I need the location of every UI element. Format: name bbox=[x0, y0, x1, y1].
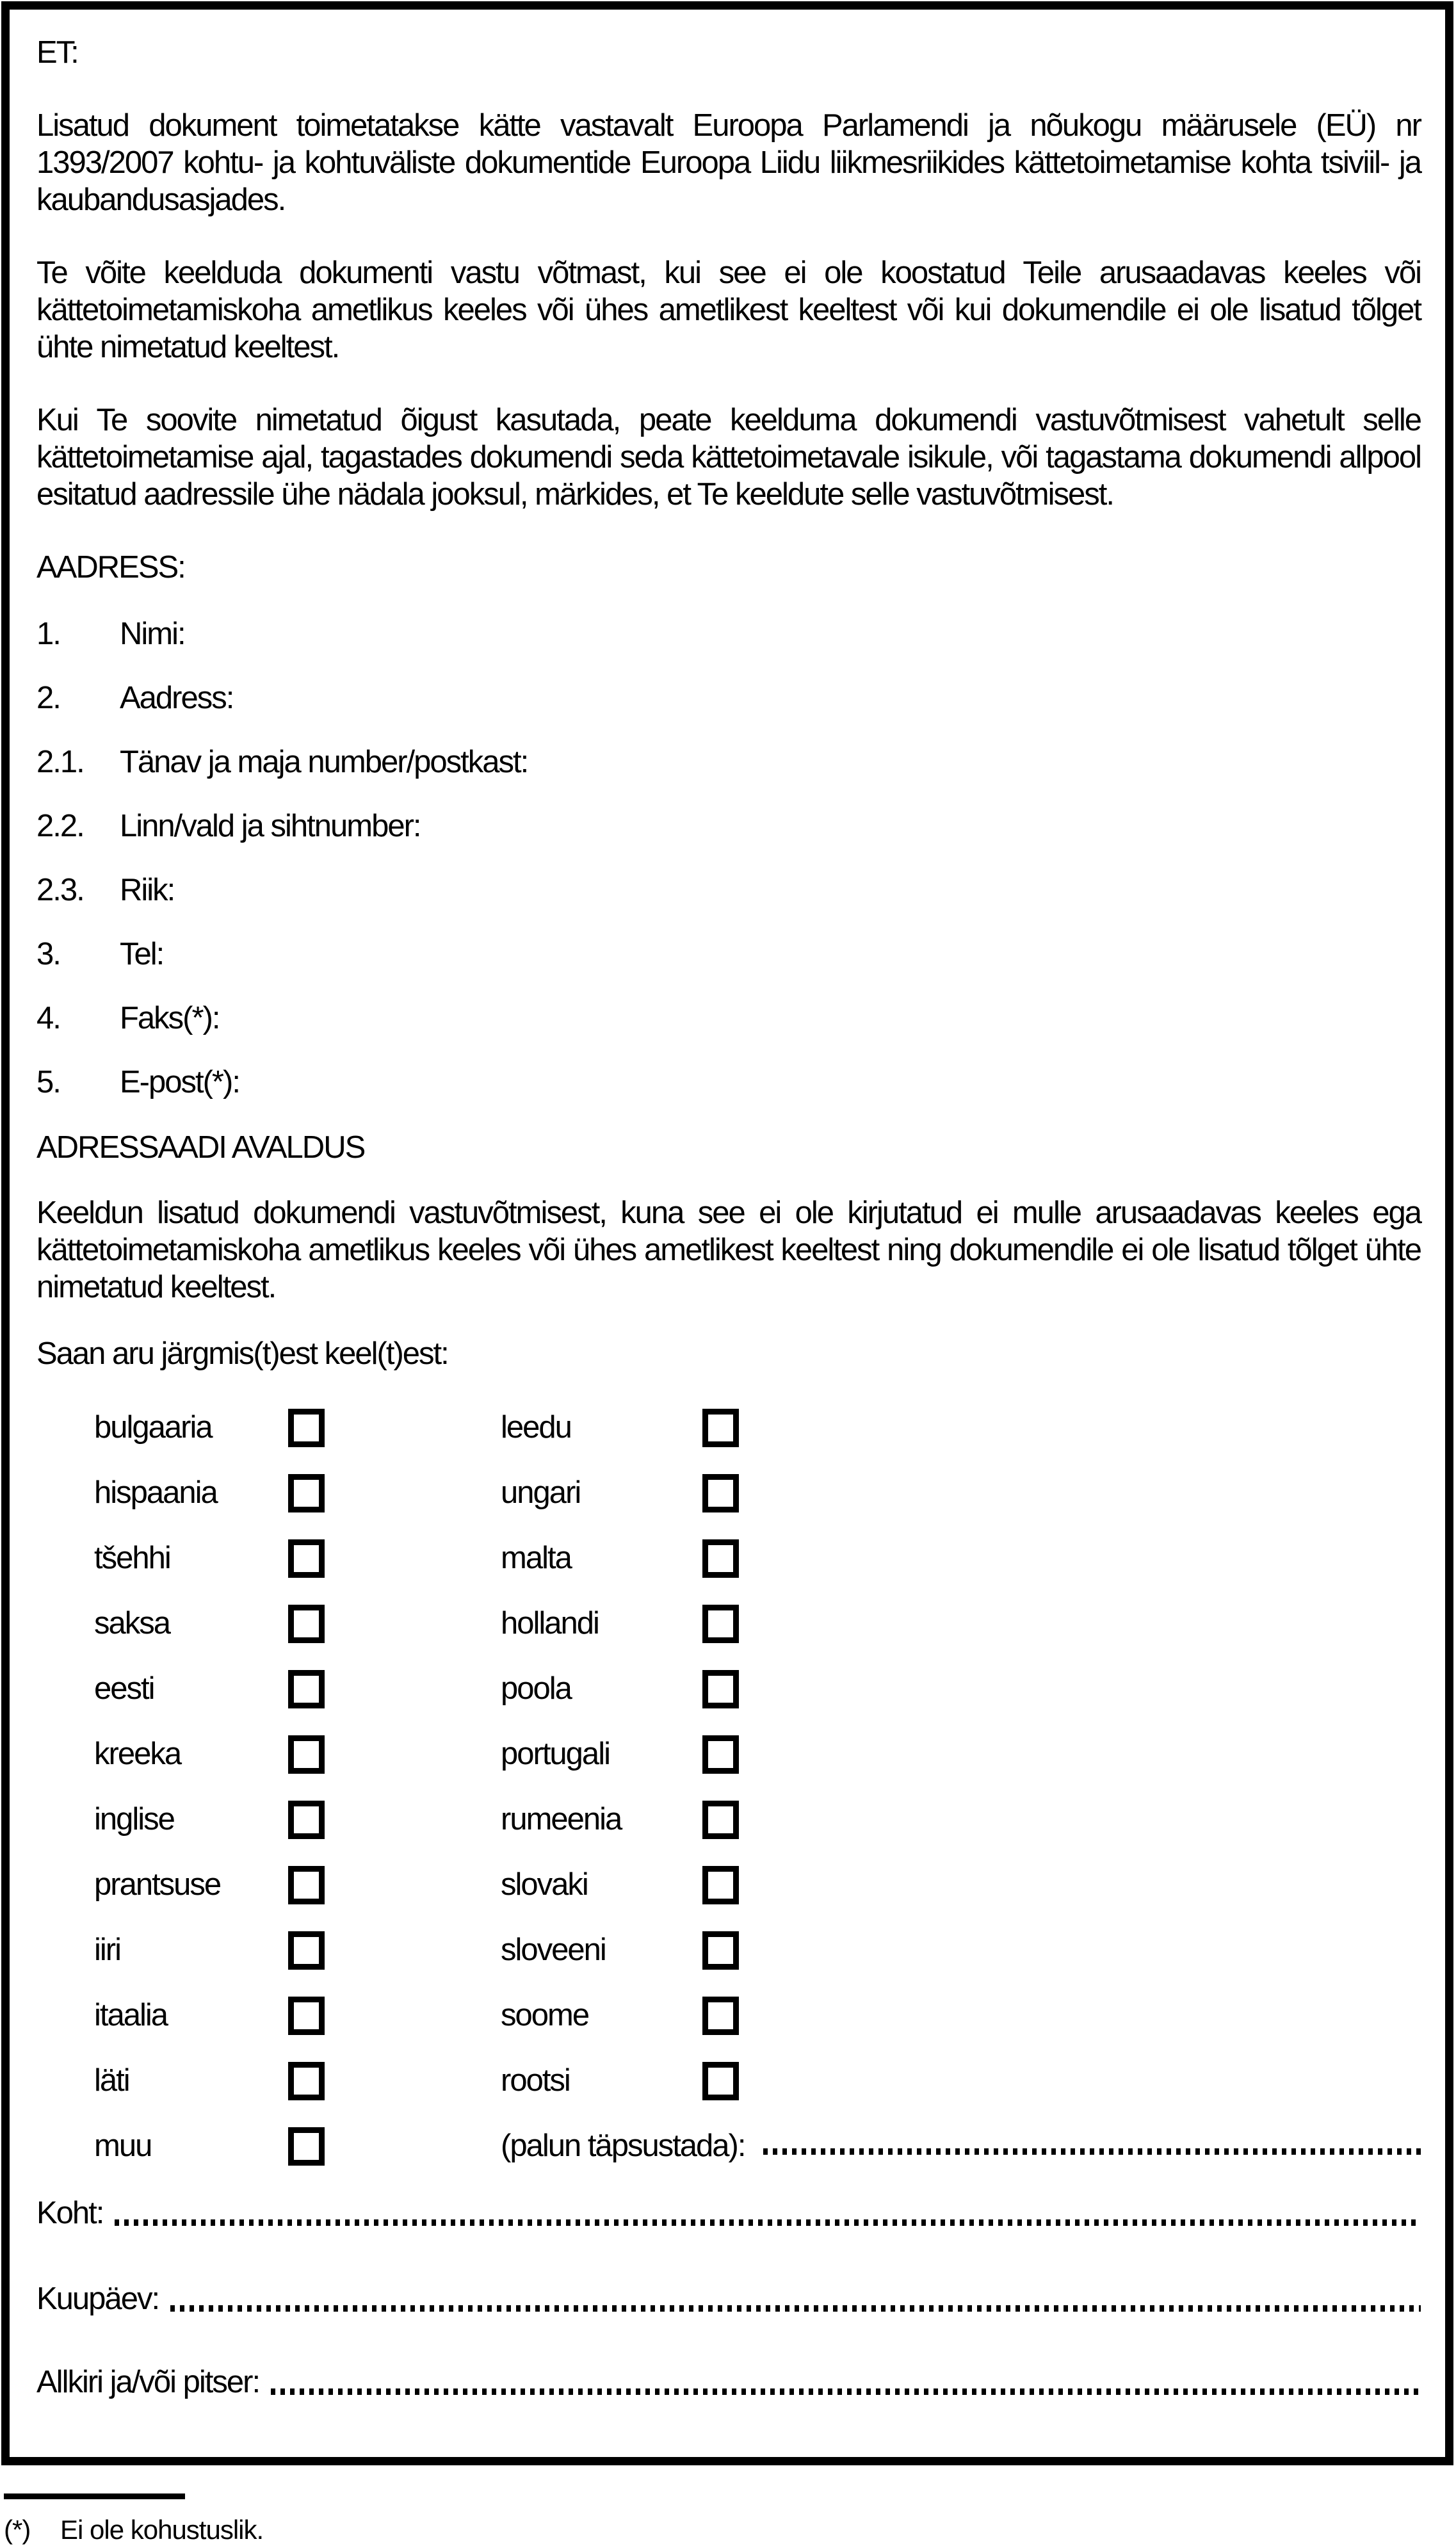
place-label: Koht: bbox=[36, 2196, 104, 2230]
checkbox-slovaki[interactable] bbox=[702, 1866, 739, 1904]
language-label-other: muu bbox=[94, 2128, 152, 2163]
checkbox-lati[interactable] bbox=[288, 2062, 325, 2100]
item-number: 2.2. bbox=[36, 809, 84, 843]
signature-field-row bbox=[36, 2364, 1421, 2401]
checkbox-inglise[interactable] bbox=[288, 1801, 325, 1839]
page-border-box bbox=[1, 1, 1453, 2465]
address-item-fax bbox=[36, 1000, 1421, 1037]
language-label-spanish: hispaania bbox=[94, 1475, 217, 1510]
language-row bbox=[94, 1604, 1421, 1642]
item-label: Tänav ja maja number/postkast: bbox=[120, 745, 528, 779]
language-row bbox=[94, 1931, 1421, 1969]
language-label-slovenian: sloveeni bbox=[501, 1933, 606, 1967]
checkbox-hispaania[interactable] bbox=[288, 1474, 325, 1512]
checkbox-malta[interactable] bbox=[702, 1539, 739, 1578]
checkbox-kreeka[interactable] bbox=[288, 1735, 325, 1774]
footnote-marker: (*) bbox=[4, 2515, 31, 2545]
language-label-polish: poola bbox=[501, 1671, 571, 1706]
checkbox-tsehhi[interactable] bbox=[288, 1539, 325, 1578]
address-item-email bbox=[36, 1064, 1421, 1101]
language-label-swedish: rootsi bbox=[501, 2063, 570, 2098]
language-row bbox=[94, 1408, 1421, 1447]
item-number: 2.3. bbox=[36, 873, 84, 907]
place-field-row bbox=[36, 2194, 1421, 2232]
item-label: Aadress: bbox=[120, 681, 234, 715]
intro-paragraph-2: Te võite keelduda dokumenti vastu võtmast, kui see ei ole koostatud Teile arusaadavas keeles või kättetoimetamiskoha ametlikus keeles või ühes ametlikest keeltest või kui dokumendile ei ole lisatud tõlget ühte nimetatud keeltest. bbox=[36, 255, 1421, 364]
language-label-romanian: rumeenia bbox=[501, 1802, 622, 1837]
address-heading: AADRESS: bbox=[36, 550, 185, 585]
language-row bbox=[94, 1800, 1421, 1838]
checkbox-rumeenia[interactable] bbox=[702, 1801, 739, 1839]
language-label-estonian: eesti bbox=[94, 1671, 154, 1706]
language-row-other bbox=[94, 2127, 1421, 2165]
checkbox-poola[interactable] bbox=[702, 1670, 739, 1708]
checkbox-iiri[interactable] bbox=[288, 1931, 325, 1970]
intro-paragraph-3: Kui Te soovite nimetatud õigust kasutada, peate keelduma dokumendi vastuvõtmisest vahetult selle kättetoimetamise ajal, tagastades dokumendi seda kättetoimetavale isikule, või tagastama dokumendi allpool esitatud aadressile ühe nädala jooksul, märkides, et Te keeldute selle vastuvõtmisest. bbox=[36, 403, 1421, 512]
item-label: Tel: bbox=[120, 937, 164, 971]
language-label-dutch: hollandi bbox=[501, 1606, 599, 1641]
signature-input-line[interactable] bbox=[271, 2388, 1421, 2395]
language-code-tag: ET: bbox=[36, 35, 78, 70]
item-number: 5. bbox=[36, 1065, 60, 1099]
address-item-tel bbox=[36, 936, 1421, 973]
language-checkbox-grid bbox=[94, 1408, 1421, 2165]
item-label: E-post(*): bbox=[120, 1065, 239, 1099]
footnote-separator-rule bbox=[4, 2493, 185, 2499]
other-language-specify-label: (palun täpsustada): bbox=[501, 2128, 745, 2163]
address-item-street bbox=[36, 743, 1421, 781]
language-row bbox=[94, 1473, 1421, 1512]
language-row bbox=[94, 1865, 1421, 1904]
address-item-name bbox=[36, 615, 1421, 653]
checkbox-sloveeni[interactable] bbox=[702, 1931, 739, 1970]
item-number: 1. bbox=[36, 617, 60, 651]
address-item-address bbox=[36, 679, 1421, 717]
footnote-text: Ei ole kohustuslik. bbox=[60, 2515, 264, 2545]
language-label-finnish: soome bbox=[501, 1998, 589, 2032]
checkbox-eesti[interactable] bbox=[288, 1670, 325, 1708]
language-label-maltese: malta bbox=[501, 1541, 571, 1575]
language-row bbox=[94, 1996, 1421, 2034]
language-label-bulgarian: bulgaaria bbox=[94, 1410, 212, 1445]
language-label-german: saksa bbox=[94, 1606, 170, 1641]
item-number: 2.1. bbox=[36, 745, 84, 779]
item-label: Riik: bbox=[120, 873, 175, 907]
item-label: Faks(*): bbox=[120, 1001, 220, 1035]
date-input-line[interactable] bbox=[170, 2305, 1421, 2312]
footnote bbox=[4, 2515, 1456, 2545]
language-label-czech: tšehhi bbox=[94, 1541, 170, 1575]
checkbox-itaalia[interactable] bbox=[288, 1997, 325, 2035]
item-number: 4. bbox=[36, 1001, 60, 1035]
other-language-input-line[interactable] bbox=[763, 2148, 1421, 2155]
scanned-document-page bbox=[0, 1, 1456, 2546]
languages-intro: Saan aru järgmis(t)est keel(t)est: bbox=[36, 1336, 448, 1371]
item-number: 2. bbox=[36, 681, 60, 715]
language-label-italian: itaalia bbox=[94, 1998, 168, 2032]
language-label-latvian: läti bbox=[94, 2063, 129, 2098]
language-label-english: inglise bbox=[94, 1802, 174, 1837]
language-label-irish: iiri bbox=[94, 1933, 120, 1967]
language-label-french: prantsuse bbox=[94, 1867, 221, 1902]
checkbox-ungari[interactable] bbox=[702, 1474, 739, 1512]
checkbox-bulgaaria[interactable] bbox=[288, 1409, 325, 1447]
checkbox-saksa[interactable] bbox=[288, 1605, 325, 1643]
language-label-lithuanian: leedu bbox=[501, 1410, 571, 1445]
date-field-row bbox=[36, 2280, 1421, 2317]
language-label-portuguese: portugali bbox=[501, 1737, 610, 1771]
date-label: Kuupäev: bbox=[36, 2282, 159, 2316]
intro-paragraph-1: Lisatud dokument toimetatakse kätte vastavalt Euroopa Parlamendi ja nõukogu määrusele (EÜ) nr 1393/2007 kohtu- ja kohtuväliste dokumentide Euroopa Liidu liikmesriikides kättetoimetamise kohta tsiviil- ja kaubandusasjades. bbox=[36, 108, 1421, 217]
checkbox-rootsi[interactable] bbox=[702, 2062, 739, 2100]
address-field-list bbox=[36, 615, 1421, 1101]
checkbox-muu[interactable] bbox=[288, 2127, 325, 2166]
item-label: Nimi: bbox=[120, 617, 185, 651]
declaration-paragraph: Keeldun lisatud dokumendi vastuvõtmisest, kuna see ei ole kirjutatud ei mulle arusaadavas keeles ega kättetoimetamiskoha ametlikus keeles või ühes ametlikest keeltest ning dokumendile ei ole lisatud tõlget ühte nimetatud keeltest. bbox=[36, 1196, 1421, 1304]
checkbox-portugali[interactable] bbox=[702, 1735, 739, 1774]
language-label-slovak: slovaki bbox=[501, 1867, 588, 1902]
checkbox-leedu[interactable] bbox=[702, 1409, 739, 1447]
signature-label: Allkiri ja/või pitser: bbox=[36, 2365, 260, 2399]
language-label-greek: kreeka bbox=[94, 1737, 181, 1771]
checkbox-soome[interactable] bbox=[702, 1997, 739, 2035]
checkbox-prantsuse[interactable] bbox=[288, 1866, 325, 1904]
language-row bbox=[94, 1539, 1421, 1577]
declaration-heading: ADRESSAADI AVALDUS bbox=[36, 1130, 365, 1165]
language-label-hungarian: ungari bbox=[501, 1475, 581, 1510]
address-item-city bbox=[36, 807, 1421, 845]
item-label: Linn/vald ja sihtnumber: bbox=[120, 809, 421, 843]
address-item-country bbox=[36, 872, 1421, 909]
place-input-line[interactable] bbox=[115, 2219, 1421, 2226]
checkbox-hollandi[interactable] bbox=[702, 1605, 739, 1643]
item-number: 3. bbox=[36, 937, 60, 971]
language-row bbox=[94, 1735, 1421, 1773]
language-row bbox=[94, 1669, 1421, 1708]
language-row bbox=[94, 2061, 1421, 2100]
